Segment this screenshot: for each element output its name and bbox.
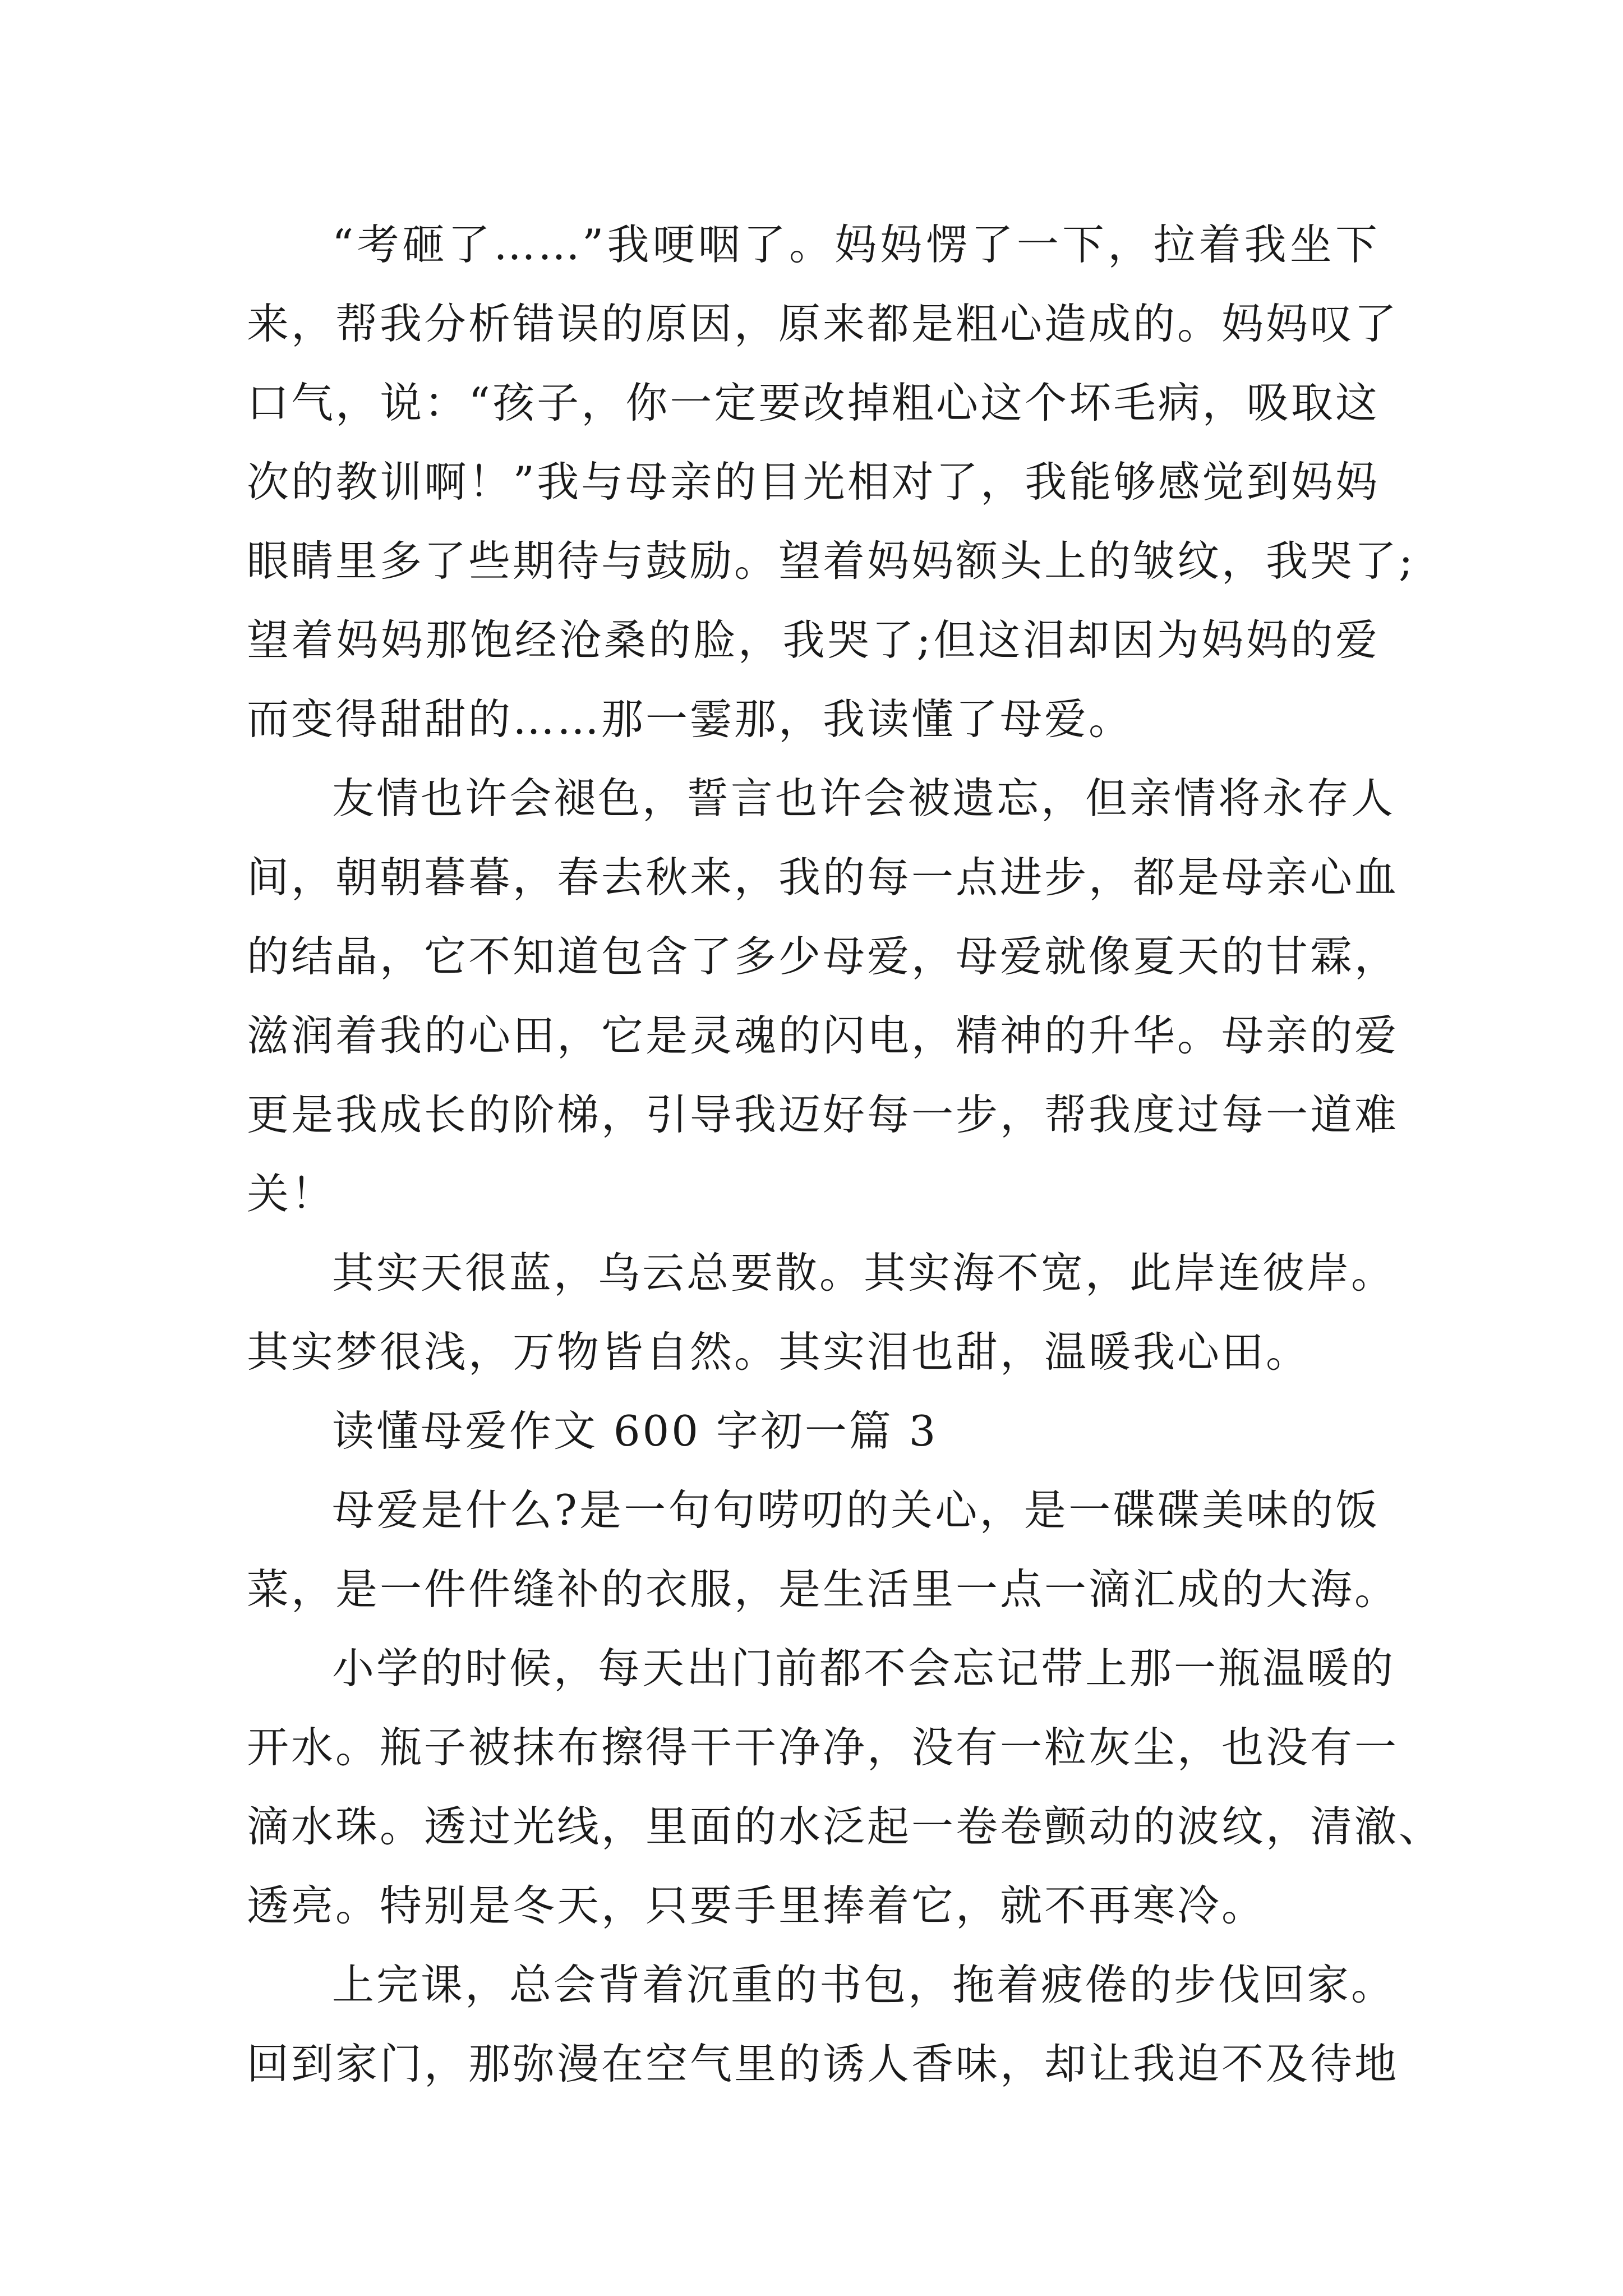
text-line: “考砸了……”我哽咽了。妈妈愣了一下，拉着我坐下 xyxy=(332,220,1380,269)
text-line: 上完课，总会背着沉重的书包，拖着疲倦的步伐回家。 xyxy=(332,1960,1396,2009)
text-line: 透亮。特别是冬天，只要手里捧着它，就不再寒冷。 xyxy=(247,1881,1266,1930)
text-line: 其实天很蓝，乌云总要散。其实海不宽，此岸连彼岸。 xyxy=(332,1248,1396,1297)
text-line: 母爱是什么?是一句句唠叨的关心，是一碟碟美味的饭 xyxy=(332,1485,1380,1535)
text-line: 次的教训啊！”我与母亲的目光相对了，我能够感觉到妈妈 xyxy=(247,457,1380,507)
text-line: 回到家门，那弥漫在空气里的诱人香味，却让我迫不及待地 xyxy=(247,2039,1399,2088)
text-line: 而变得甜甜的……那一霎那，我读懂了母爱。 xyxy=(247,694,1133,744)
text-line: 更是我成长的阶梯，引导我迈好每一步，帮我度过每一道难 xyxy=(247,1090,1399,1139)
text-line: 关！ xyxy=(247,1169,336,1218)
section-heading: 读懂母爱作文 600 字初一篇 3 xyxy=(332,1406,938,1456)
text-line: 菜，是一件件缝补的衣服，是生活里一点一滴汇成的大海。 xyxy=(247,1565,1399,1614)
text-line: 友情也许会褪色，誓言也许会被遗忘，但亲情将永存人 xyxy=(332,774,1396,823)
text-line: 开水。瓶子被抹布擦得干干净净，没有一粒灰尘，也没有一 xyxy=(247,1723,1399,1772)
text-line: 的结晶，它不知道包含了多少母爱，母爱就像夏天的甘霖， xyxy=(247,932,1399,981)
text-line: 眼睛里多了些期待与鼓励。望着妈妈额头上的皱纹，我哭了; xyxy=(247,536,1415,586)
text-line: 小学的时候，每天出门前都不会忘记带上那一瓶温暖的 xyxy=(332,1644,1396,1693)
text-line: 望着妈妈那饱经沧桑的脸，我哭了;但这泪却因为妈妈的爱 xyxy=(247,615,1380,665)
document-body xyxy=(247,205,1444,2104)
text-line: 滋润着我的心田，它是灵魂的闪电，精神的升华。母亲的爱 xyxy=(247,1011,1399,1060)
text-line: 来，帮我分析错误的原因，原来都是粗心造成的。妈妈叹了 xyxy=(247,299,1399,348)
text-line: 滴水珠。透过光线，里面的水泛起一卷卷颤动的波纹，清澈、 xyxy=(247,1802,1444,1851)
text-line: 其实梦很浅，万物皆自然。其实泪也甜，温暖我心田。 xyxy=(247,1327,1311,1377)
text-line: 口气，说：“孩子，你一定要改掉粗心这个坏毛病，吸取这 xyxy=(247,378,1380,427)
text-line: 间，朝朝暮暮，春去秋来，我的每一点进步，都是母亲心血 xyxy=(247,853,1399,902)
